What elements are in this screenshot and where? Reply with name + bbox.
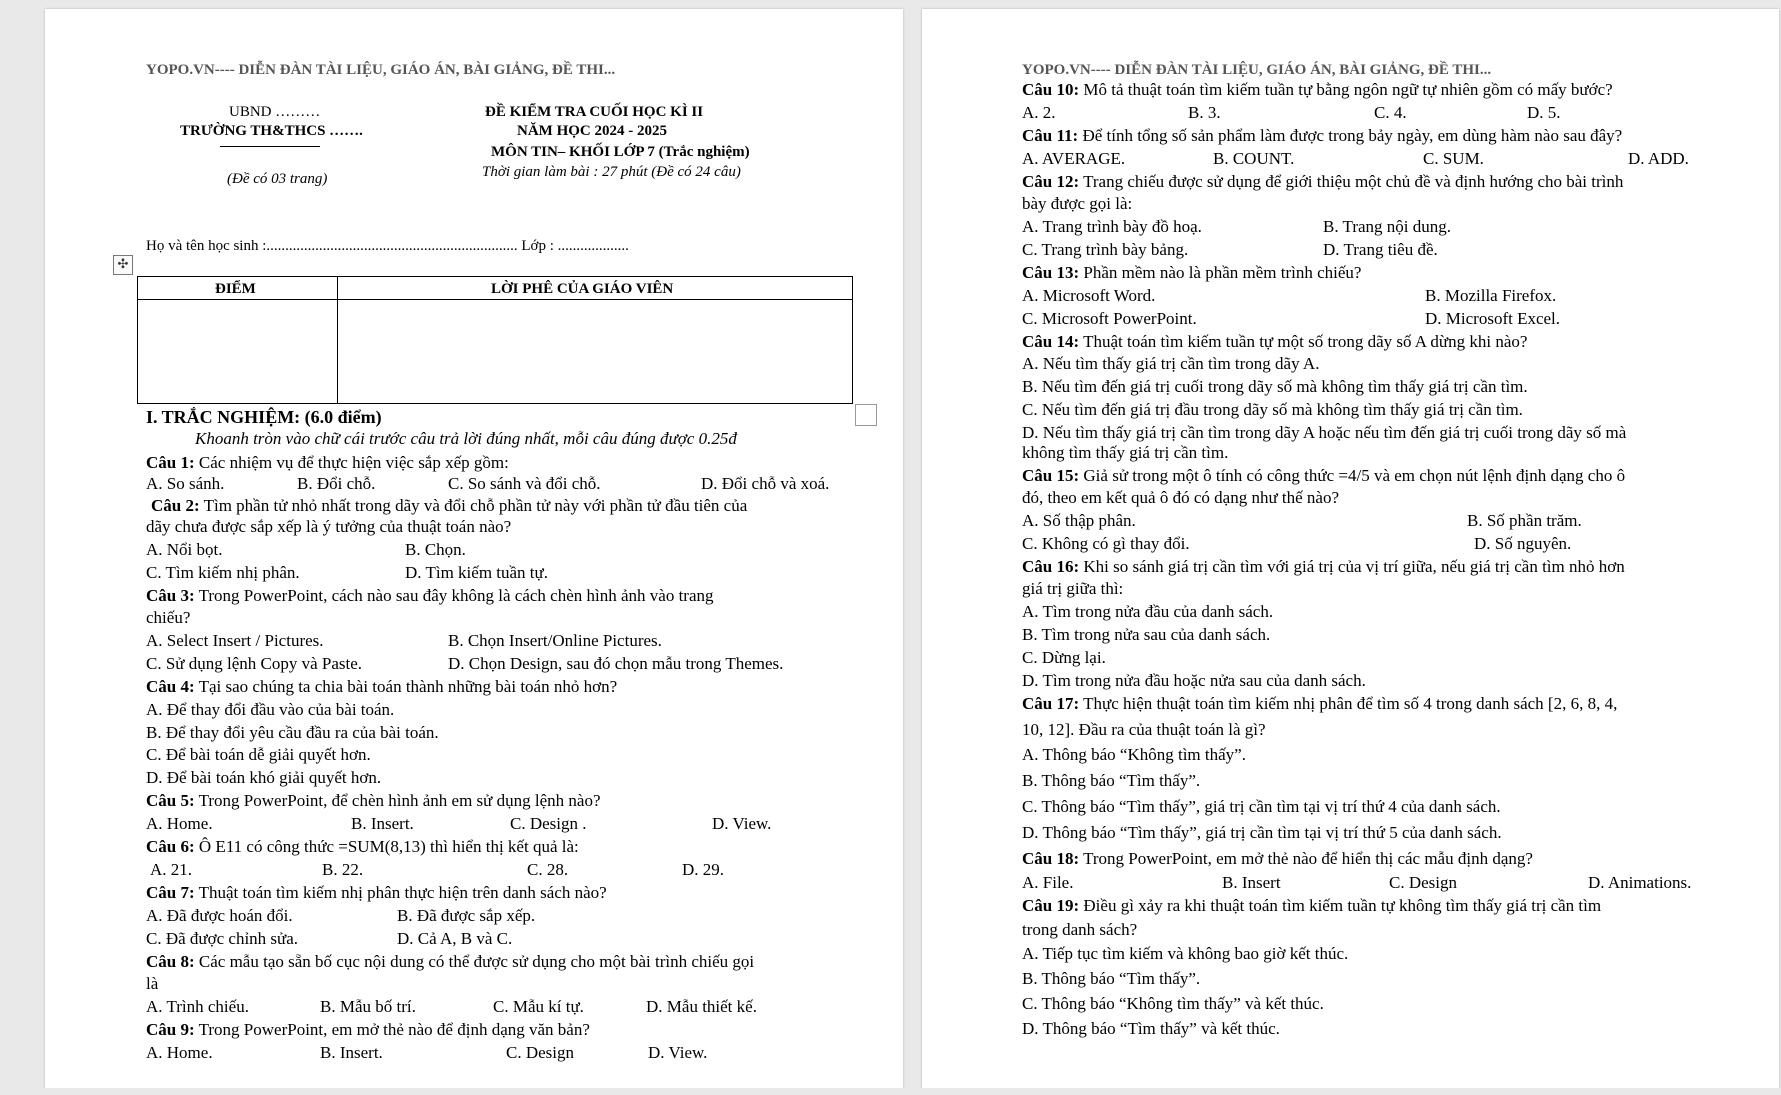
question-label: Câu 4: <box>146 677 195 696</box>
answer-13b[interactable]: B. Mozilla Firefox. <box>1425 286 1557 305</box>
answer-2b[interactable]: B. Chọn. <box>405 540 466 559</box>
question-14 <box>1022 332 1527 352</box>
answer-16b[interactable]: B. Tìm trong nửa sau của danh sách. <box>1022 625 1271 644</box>
score-table-divider <box>337 276 338 403</box>
answer-3b[interactable]: B. Chọn Insert/Online Pictures. <box>448 631 662 650</box>
question-text: Thuật toán tìm kiếm tuần tự một số trong dãy số A dừng khi nào? <box>1079 332 1528 351</box>
question-label: Câu 7: <box>146 883 195 902</box>
answer-1b[interactable]: B. Đổi chỗ. <box>297 474 376 493</box>
question-18 <box>1022 849 1533 869</box>
answer-8d[interactable]: D. Mẫu thiết kế. <box>646 997 757 1016</box>
answer-4c[interactable]: C. Để bài toán dễ giải quyết hơn. <box>146 745 371 764</box>
exam-time: Thời gian làm bài : 27 phút (Đề có 24 câu) <box>482 164 741 180</box>
pages-note: (Đề có 03 trang) <box>227 171 328 187</box>
question-8-cont: là <box>146 974 159 993</box>
question-label: Câu 9: <box>146 1020 195 1039</box>
question-label: Câu 11: <box>1022 126 1079 145</box>
question-label: Câu 6: <box>146 837 195 856</box>
question-text: Thực hiện thuật toán tìm kiếm nhị phân để tìm số 4 trong danh sách [2, 6, 8, 4, <box>1079 694 1618 713</box>
question-label: Câu 15: <box>1022 466 1080 485</box>
table-move-handle-icon[interactable]: ✣ <box>113 255 133 275</box>
question-text: Mô tả thuật toán tìm kiếm tuần tự bằng ngôn ngữ tự nhiên gồm có mấy bước? <box>1079 80 1613 99</box>
question-label: Câu 5: <box>146 791 195 810</box>
question-16 <box>1022 557 1625 577</box>
exam-title: ĐỀ KIỂM TRA CUỐI HỌC KÌ II <box>485 104 704 120</box>
answer-14a[interactable]: A. Nếu tìm thấy giá trị cần tìm trong dãy A. <box>1022 354 1320 373</box>
subject-line: MÔN TIN– KHỐI LỚP 7 (Trắc nghiệm) <box>491 144 750 160</box>
question-label: Câu 17: <box>1022 694 1080 713</box>
status-bar <box>0 1088 1781 1095</box>
question-text: Trong PowerPoint, để chèn hình ảnh em sử dụng lệnh nào? <box>194 791 601 810</box>
answer-3d[interactable]: D. Chọn Design, sau đó chọn mẫu trong Themes. <box>448 654 784 673</box>
question-label: Câu 12: <box>1022 172 1080 191</box>
answer-1d[interactable]: D. Đổi chỗ và xoá. <box>701 474 830 493</box>
question-label: Câu 10: <box>1022 80 1080 99</box>
ubnd-label: UBND ……… <box>229 104 321 120</box>
answer-18a[interactable]: A. File. <box>1022 873 1074 892</box>
answer-9a[interactable]: A. Home. <box>146 1043 213 1062</box>
question-11 <box>1022 126 1622 146</box>
answer-13c[interactable]: C. Microsoft PowerPoint. <box>1022 309 1197 328</box>
section-instruction: Khoanh tròn vào chữ cái trước câu trả lời đúng nhất, mỗi câu đúng được 0.25đ <box>195 429 737 448</box>
question-label: Câu 1: <box>146 453 195 472</box>
question-text: Các nhiệm vụ để thực hiện việc sắp xếp gồm: <box>194 453 509 472</box>
table-resize-handle[interactable] <box>855 404 877 426</box>
teacher-comment-label: LỜI PHÊ CỦA GIÁO VIÊN <box>491 281 674 297</box>
question-text: Tại sao chúng ta chia bài toán thành những bài toán nhỏ hơn? <box>194 677 618 696</box>
question-19-cont: trong danh sách? <box>1022 920 1138 939</box>
school-name: TRƯỜNG TH&THCS ……. <box>180 123 363 139</box>
answer-18c[interactable]: C. Design <box>1389 873 1457 892</box>
question-label: Câu 19: <box>1022 896 1080 915</box>
answer-17b[interactable]: B. Thông báo “Tìm thấy”. <box>1022 771 1201 790</box>
page-header-watermark: YOPO.VN---- DIỄN ĐÀN TÀI LIỆU, GIÁO ÁN, BÀI GIẢNG, ĐỀ THI... <box>146 62 616 78</box>
answer-7c[interactable]: C. Đã được chỉnh sửa. <box>146 929 299 948</box>
question-text: Phần mềm nào là phần mềm trình chiếu? <box>1079 263 1362 282</box>
question-3 <box>146 586 714 606</box>
answer-3c[interactable]: C. Sử dụng lệnh Copy và Paste. <box>146 654 363 673</box>
answer-12d[interactable]: D. Trang tiêu đề. <box>1323 240 1438 259</box>
question-label: Câu 13: <box>1022 263 1080 282</box>
answer-11a[interactable]: A. AVERAGE. <box>1022 149 1126 168</box>
question-2-cont: dãy chưa được sắp xếp là ý tưởng của thuật toán nào? <box>146 517 512 536</box>
score-label: ĐIỂM <box>215 281 256 297</box>
answer-6b[interactable]: B. 22. <box>322 860 364 879</box>
question-8 <box>146 952 754 972</box>
answer-7d[interactable]: D. Cả A, B và C. <box>397 929 513 948</box>
answer-10c[interactable]: C. 4. <box>1374 103 1407 122</box>
question-4 <box>146 677 617 697</box>
school-underline <box>220 146 320 147</box>
page-header-watermark: YOPO.VN---- DIỄN ĐÀN TÀI LIỆU, GIÁO ÁN, BÀI GIẢNG, ĐỀ THI... <box>1022 62 1492 78</box>
answer-6d[interactable]: D. 29. <box>682 860 725 879</box>
answer-19c[interactable]: C. Thông báo “Không tìm thấy” và kết thúc. <box>1022 994 1324 1013</box>
question-text: Giả sử trong một ô tính có công thức =4/5 và em chọn nút lệnh định dạng cho ô <box>1079 466 1626 485</box>
question-text: Trong PowerPoint, cách nào sau đây không là cách chèn hình ảnh vào trang <box>194 586 714 605</box>
answer-15d[interactable]: D. Số nguyên. <box>1474 534 1572 553</box>
answer-12c[interactable]: C. Trang trình bày bảng. <box>1022 240 1189 259</box>
question-label: Câu 8: <box>146 952 195 971</box>
question-19 <box>1022 896 1601 916</box>
question-7 <box>146 883 607 903</box>
question-15 <box>1022 466 1625 486</box>
answer-16c[interactable]: C. Dừng lại. <box>1022 648 1106 667</box>
question-text: Để tính tổng số sản phẩm làm được trong bảy ngày, em dùng hàm nào sau đây? <box>1078 126 1623 145</box>
question-9 <box>146 1020 590 1040</box>
answer-16a[interactable]: A. Tìm trong nửa đầu của danh sách. <box>1022 602 1274 621</box>
answer-5c[interactable]: C. Design . <box>510 814 587 833</box>
answer-13d[interactable]: D. Microsoft Excel. <box>1425 309 1561 328</box>
answer-5a[interactable]: A. Home. <box>146 814 213 833</box>
question-13 <box>1022 263 1361 283</box>
answer-13a[interactable]: A. Microsoft Word. <box>1022 286 1156 305</box>
question-3-cont: chiếu? <box>146 608 191 627</box>
answer-8b[interactable]: B. Mẫu bố trí. <box>320 997 416 1016</box>
question-label: Câu 14: <box>1022 332 1080 351</box>
question-text: Trang chiếu được sử dụng để giới thiệu một chủ đề và định hướng cho bài trình <box>1079 172 1624 191</box>
answer-1a[interactable]: A. So sánh. <box>146 474 225 493</box>
answer-6a[interactable]: A. 21. <box>150 860 193 879</box>
answer-14b[interactable]: B. Nếu tìm đến giá trị cuối trong dãy số mà không tìm thấy giá trị cần tìm. <box>1022 377 1528 396</box>
question-text: Điều gì xảy ra khi thuật toán tìm kiếm tuần tự không tìm thấy giá trị cần tìm <box>1079 896 1602 915</box>
answer-5b[interactable]: B. Insert. <box>351 814 414 833</box>
answer-7a[interactable]: A. Đã được hoán đổi. <box>146 906 293 925</box>
answer-8a[interactable]: A. Trình chiếu. <box>146 997 249 1016</box>
answer-7b[interactable]: B. Đã được sắp xếp. <box>397 906 536 925</box>
question-label: Câu 3: <box>146 586 195 605</box>
document-page-2 <box>922 9 1779 1095</box>
answer-14d-cont[interactable]: không tìm thấy giá trị cần tìm. <box>1022 443 1229 462</box>
answer-4a[interactable]: A. Để thay đổi đầu vào của bài toán. <box>146 700 395 719</box>
answer-12a[interactable]: A. Trang trình bày đồ hoạ. <box>1022 217 1202 236</box>
answer-17c[interactable]: C. Thông báo “Tìm thấy”, giá trị cần tìm tại vị trí thứ 4 của danh sách. <box>1022 797 1501 816</box>
answer-17a[interactable]: A. Thông báo “Không tìm thấy”. <box>1022 745 1246 764</box>
document-page-1 <box>45 9 903 1095</box>
question-text: Khi so sánh giá trị cần tìm với giá trị của vị trí giữa, nếu giá trị cần tìm nhỏ hơn <box>1079 557 1625 576</box>
student-name-line: Họ và tên học sinh :................................................................... Lớp : ................... <box>146 238 629 254</box>
question-17 <box>1022 694 1617 714</box>
question-text: Tìm phần tử nhỏ nhất trong dãy và đổi chỗ phần tử này với phần tử đầu tiên của <box>199 496 748 515</box>
answer-10a[interactable]: A. 2. <box>1022 103 1056 122</box>
answer-19d[interactable]: D. Thông báo “Tìm thấy” và kết thúc. <box>1022 1019 1280 1038</box>
question-text: Thuật toán tìm kiếm nhị phân thực hiện trên danh sách nào? <box>194 883 607 902</box>
answer-11c[interactable]: C. SUM. <box>1423 149 1484 168</box>
question-16-cont: giá trị giữa thì: <box>1022 579 1124 598</box>
answer-4b[interactable]: B. Để thay đổi yêu cầu đầu ra của bài toán. <box>146 723 439 742</box>
school-year: NĂM HỌC 2024 - 2025 <box>517 123 667 139</box>
question-6 <box>146 837 579 857</box>
question-15-cont: đó, theo em kết quả ô đó có dạng như thế nào? <box>1022 488 1340 507</box>
question-label: Câu 16: <box>1022 557 1080 576</box>
section-title: I. TRẮC NGHIỆM: (6.0 điểm) <box>146 407 382 427</box>
question-12-cont: bày được gọi là: <box>1022 194 1133 213</box>
question-text: Các mẫu tạo sẵn bố cục nội dung có thể được sử dụng cho một bài trình chiếu gọi <box>194 952 755 971</box>
question-text: Trong PowerPoint, em mở thẻ nào để hiển thị các mẫu định dạng? <box>1079 849 1533 868</box>
question-text: Ô E11 có công thức =SUM(8,13) thì hiển thị kết quả là: <box>194 837 579 856</box>
answer-8c[interactable]: C. Mẫu kí tự. <box>493 997 584 1016</box>
question-label: Câu 2: <box>151 496 200 515</box>
question-12 <box>1022 172 1623 192</box>
question-5 <box>146 791 601 811</box>
answer-14d[interactable]: D. Nếu tìm thấy giá trị cần tìm trong dãy A hoặc nếu tìm đến giá trị cuối trong dãy số mà <box>1022 423 1627 442</box>
answer-10b[interactable]: B. 3. <box>1188 103 1221 122</box>
answer-12b[interactable]: B. Trang nội dung. <box>1323 217 1451 236</box>
question-text: Trong PowerPoint, em mở thẻ nào để định dạng văn bản? <box>194 1020 590 1039</box>
answer-2a[interactable]: A. Nổi bọt. <box>146 540 223 559</box>
answer-16d[interactable]: D. Tìm trong nửa đầu hoặc nửa sau của danh sách. <box>1022 671 1366 690</box>
answer-18b[interactable]: B. Insert <box>1222 873 1281 892</box>
answer-11d[interactable]: D. ADD. <box>1628 149 1689 168</box>
answer-14c[interactable]: C. Nếu tìm đến giá trị đầu trong dãy số mà không tìm thấy giá trị cần tìm. <box>1022 400 1523 419</box>
answer-5d[interactable]: D. View. <box>712 814 772 833</box>
answer-1c[interactable]: C. So sánh và đổi chỗ. <box>448 474 601 493</box>
answer-9c[interactable]: C. Design <box>506 1043 574 1062</box>
question-10 <box>1022 80 1613 100</box>
score-table-header-line <box>137 299 853 300</box>
answer-10d[interactable]: D. 5. <box>1527 103 1561 122</box>
answer-15a[interactable]: A. Số thập phân. <box>1022 511 1136 530</box>
answer-4d[interactable]: D. Để bài toán khó giải quyết hơn. <box>146 768 382 787</box>
answer-3a[interactable]: A. Select Insert / Pictures. <box>146 631 324 650</box>
answer-15c[interactable]: C. Không có gì thay đổi. <box>1022 534 1190 553</box>
answer-2c[interactable]: C. Tìm kiếm nhị phân. <box>146 563 300 582</box>
answer-9b[interactable]: B. Insert. <box>320 1043 383 1062</box>
answer-19b[interactable]: B. Thông báo “Tìm thấy”. <box>1022 969 1201 988</box>
answer-19a[interactable]: A. Tiếp tục tìm kiếm và không bao giờ kết thúc. <box>1022 944 1349 963</box>
question-2 <box>151 496 747 516</box>
question-label: Câu 18: <box>1022 849 1080 868</box>
question-1 <box>146 453 509 473</box>
answer-15b[interactable]: B. Số phần trăm. <box>1467 511 1582 530</box>
answer-17d[interactable]: D. Thông báo “Tìm thấy”, giá trị cần tìm tại vị trí thứ 5 của danh sách. <box>1022 823 1502 842</box>
answer-9d[interactable]: D. View. <box>648 1043 708 1062</box>
answer-2d[interactable]: D. Tìm kiếm tuần tự. <box>405 563 548 582</box>
answer-11b[interactable]: B. COUNT. <box>1213 149 1295 168</box>
question-17-cont: 10, 12]. Đầu ra của thuật toán là gì? <box>1022 720 1266 739</box>
answer-6c[interactable]: C. 28. <box>527 860 569 879</box>
answer-18d[interactable]: D. Animations. <box>1588 873 1692 892</box>
